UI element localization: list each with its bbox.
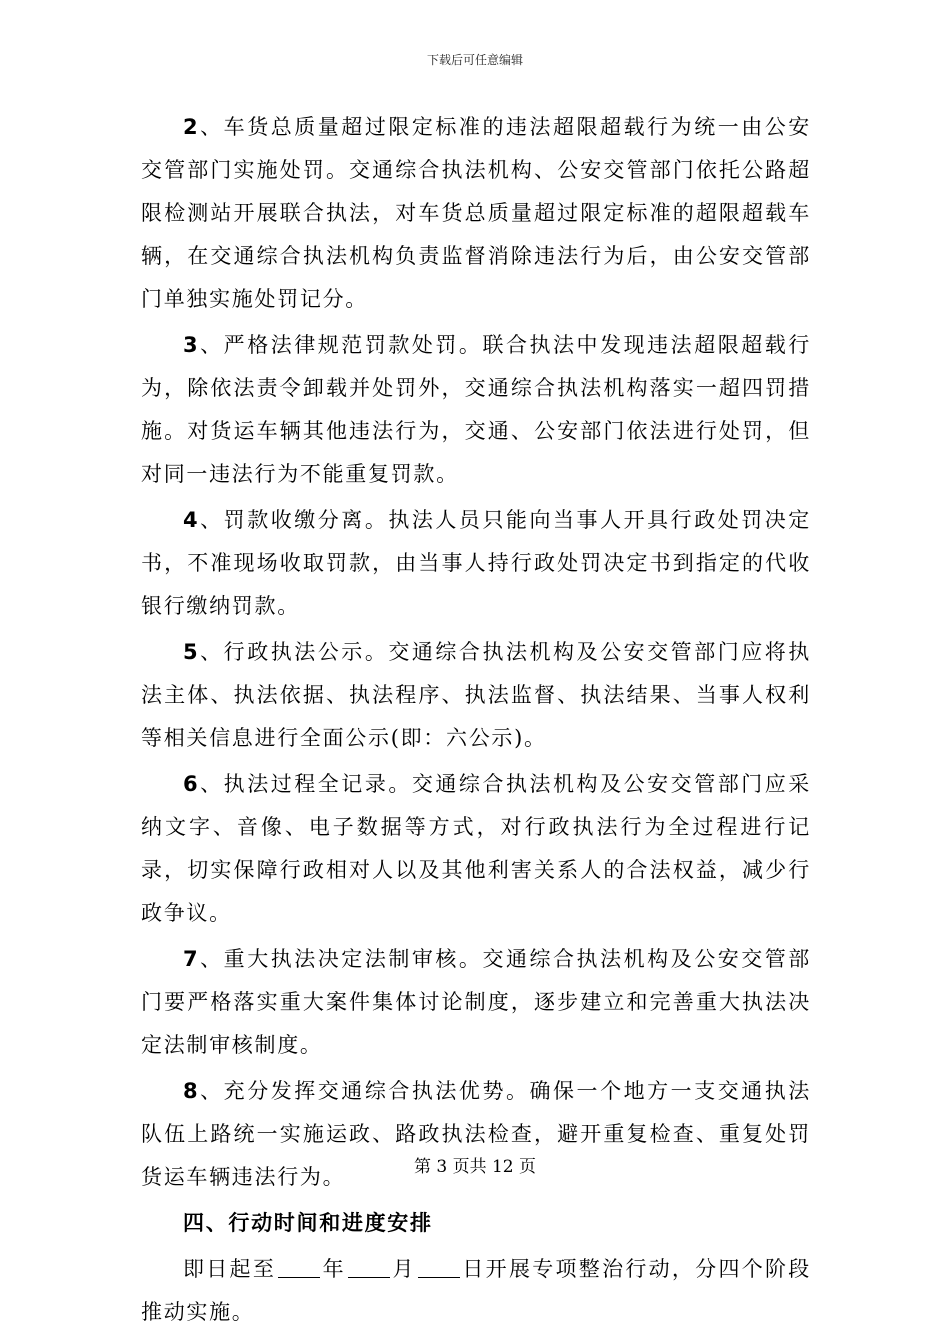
item-number: 4: [183, 508, 200, 532]
paragraph-item-6: [141, 763, 811, 935]
paragraph-text: 、车货总质量超过限定标准的违法超限超载行为统一由公安交管部门实施处罚。交通综合执法机构、公安交管部门依托公路超限检测站开展联合执法，对车货总质量超过限定标准的超限超载车辆，在交通综合执法机构负责监督消除违法行为后，由公安交管部门单独实施处罚记分。: [141, 115, 811, 311]
item-number: 8: [183, 1079, 200, 1103]
item-number: 2: [183, 115, 200, 139]
day-blank: [418, 1249, 460, 1278]
page-number: 第 3 页共 12 页: [413, 1157, 537, 1177]
month-blank: [348, 1249, 390, 1278]
paragraph-item-3: [141, 324, 811, 496]
paragraph-item-8: [141, 1070, 811, 1199]
year-blank: [278, 1249, 320, 1278]
paragraph-text: 、充分发挥交通综合执法优势。确保一个地方一支交通执法队伍上路统一实施运政、路政执法检查，避开重复检查、重复处罚货运车辆违法行为。: [141, 1079, 811, 1189]
schedule-text-month: 月: [391, 1257, 416, 1281]
schedule-text-end: 日开展专项整治行动，分四个阶段推动实施。: [141, 1257, 811, 1324]
paragraph-text: 、行政执法公示。交通综合执法机构及公安交管部门应将执法主体、执法依据、执法程序、执法监督、执法结果、当事人权利等相关信息进行全面公示(即：六公示)。: [141, 640, 811, 750]
paragraph-item-5: [141, 631, 811, 760]
item-number: 6: [183, 772, 200, 796]
paragraph-item-4: [141, 499, 811, 628]
item-number: 3: [183, 333, 200, 357]
document-body: [141, 106, 811, 1337]
paragraph-item-2: [141, 106, 811, 321]
paragraph-item-7: [141, 938, 811, 1067]
schedule-text-start: 即日起至: [183, 1257, 277, 1281]
paragraph-text: 、罚款收缴分离。执法人员只能向当事人开具行政处罚决定书，不准现场收取罚款，由当事人持行政处罚决定书到指定的代收银行缴纳罚款。: [141, 508, 811, 618]
paragraph-text: 、执法过程全记录。交通综合执法机构及公安交管部门应采纳文字、音像、电子数据等方式，对行政执法行为全过程进行记录，切实保障行政相对人以及其他利害关系人的合法权益，减少行政争议。: [141, 772, 811, 925]
page-header-note: 下载后可任意编辑: [426, 53, 523, 67]
paragraph-text: 、严格法律规范罚款处罚。联合执法中发现违法超限超载行为，除依法责令卸载并处罚外，交通综合执法机构落实一超四罚措施。对货运车辆其他违法行为，交通、公安部门依法进行处罚，但对同一违法行为不能重复罚款。: [141, 333, 811, 486]
item-number: 7: [183, 947, 200, 971]
item-number: 5: [183, 640, 200, 664]
section-heading: 四、行动时间和进度安排: [183, 1211, 433, 1235]
schedule-paragraph: [141, 1248, 811, 1334]
paragraph-text: 、重大执法决定法制审核。交通综合执法机构及公安交管部门要严格落实重大案件集体讨论制度，逐步建立和完善重大执法决定法制审核制度。: [141, 947, 811, 1057]
schedule-text-year: 年: [322, 1257, 346, 1281]
